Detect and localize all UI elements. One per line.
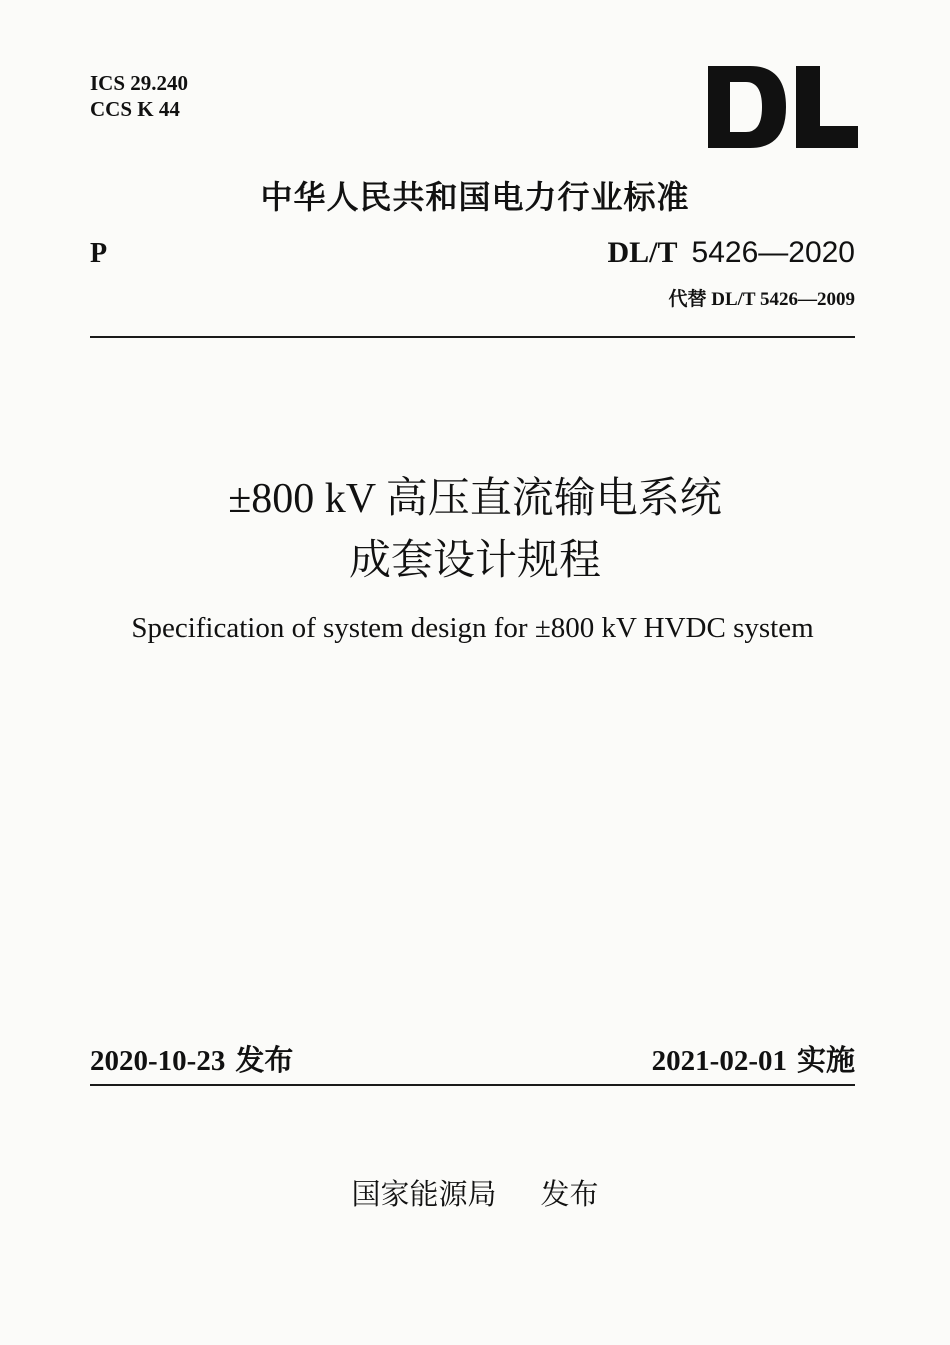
ics-code: ICS 29.240 <box>90 71 189 95</box>
top-divider <box>90 336 855 338</box>
effective-date-value: 2021-02-01 <box>651 1045 787 1077</box>
ccs-code: CCS K 44 <box>90 97 180 121</box>
release-label: 发布 <box>235 1043 294 1077</box>
standard-number <box>607 236 855 270</box>
document-title <box>0 468 950 592</box>
effective-date <box>652 1038 855 1079</box>
publisher-name: 国家能源局 <box>351 1177 497 1211</box>
standard-code: 5426—2020 <box>691 236 855 269</box>
release-date <box>90 1038 293 1079</box>
english-title: Specification of system design for ±800 kV HVDC system <box>131 612 814 644</box>
release-date-value: 2020-10-23 <box>90 1045 226 1077</box>
standard-prefix: DL/T <box>607 236 678 269</box>
effective-label: 实施 <box>796 1043 855 1077</box>
title-line-1: ±800 kV 高压直流输电系统 <box>228 476 722 522</box>
bottom-divider <box>90 1084 855 1086</box>
category-letter: P <box>90 238 108 269</box>
industry-standard-title: 中华人民共和国电力行业标准 <box>260 178 690 216</box>
classification-codes <box>90 70 188 122</box>
publisher <box>0 1172 950 1213</box>
replaces-standard: 代替 DL/T 5426—2009 <box>668 289 855 310</box>
dl-logo <box>708 66 858 148</box>
title-line-2: 成套设计规程 <box>348 538 601 584</box>
publisher-action: 发布 <box>540 1177 599 1211</box>
